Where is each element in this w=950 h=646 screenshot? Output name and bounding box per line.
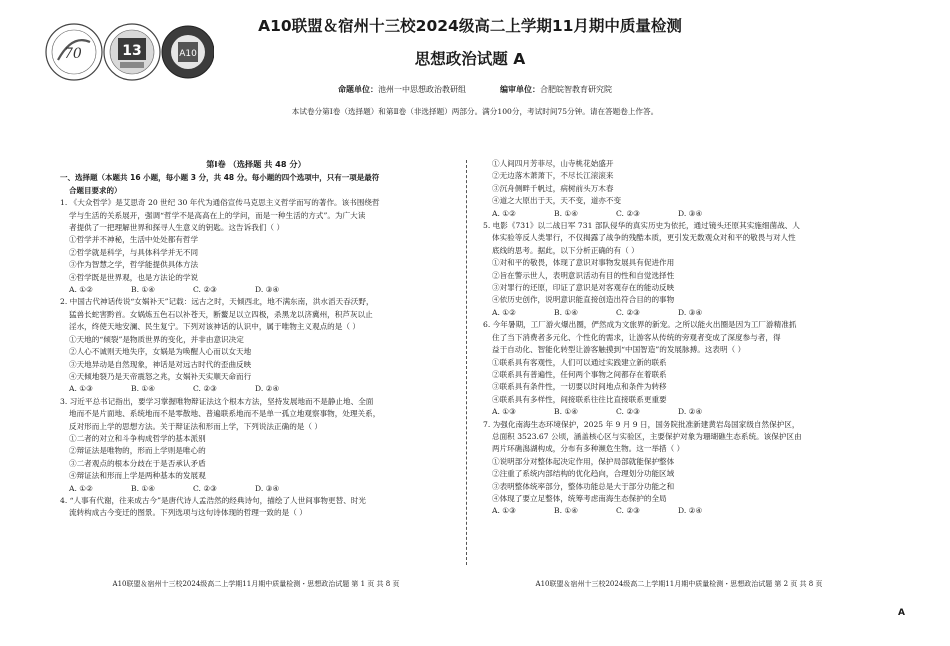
answer-option: A. ①② [69, 285, 93, 295]
question-line: ②辩证法是唯物的，形而上学则是唯心的 [69, 446, 206, 456]
footer-page-1: A10联盟＆宿州十三校2024级高二上学期11月期中质量检测・思想政治试题 第 1 页 共 8 页 [112, 580, 400, 588]
answer-options [60, 483, 452, 495]
question-line: ①人间四月芳菲尽，山寺桃花始盛开 [492, 159, 614, 168]
answer-options [60, 284, 452, 296]
question-line: ②无边落木萧萧下，不尽长江滚滚来 [492, 171, 614, 181]
proposition-value: 池州一中思想政治教研组 [378, 85, 466, 94]
question-line: ②联系具有普遍性，任何两个事物之间都存在着联系 [492, 369, 667, 379]
question-stem: 4. “人事有代谢，往来成古今”是唐代诗人孟浩然的经典诗句，描绘了人世间事物更替、时光 [60, 495, 366, 505]
author-units [0, 84, 950, 95]
answer-option: A. ①③ [69, 384, 93, 394]
question-line: ④依历史创作，说明意识能直接创造出符合目的的事物 [492, 295, 675, 305]
answer-option: B. ①④ [554, 407, 579, 417]
question-line: ②注重了系统内部结构的优化趋向，合理划分功能区域 [492, 469, 675, 479]
school-13-badge-icon [104, 24, 160, 80]
answer-option: D. ②④ [255, 384, 280, 394]
question-line: ④哲学既是世界观，也是方法论的学说 [69, 272, 199, 282]
question-line: ①天地的“倾裂”是物质世界的变化，并非由意识决定 [69, 334, 244, 344]
answer-options [60, 383, 452, 395]
answer-option: B. ①④ [554, 307, 579, 317]
answer-option: B. ①④ [131, 285, 156, 295]
right-column [483, 158, 875, 518]
answer-option: C. ②③ [193, 483, 217, 493]
question-line: ③表明整体统率部分，整体功能总是大于部分功能之和 [492, 481, 675, 491]
answer-option: C. ②③ [616, 506, 640, 516]
question-line: ②哲学就是科学，与具体科学并无不同 [69, 247, 199, 257]
answer-option: C. ②③ [616, 307, 640, 317]
question-line: 益于自动化、智能化转型让游客触摸到“中国智造”的发展脉搏。这表明（ ） [492, 345, 746, 355]
answer-option: D. ③④ [678, 307, 703, 317]
answer-option: C. ②③ [616, 208, 640, 218]
answer-options [483, 406, 875, 418]
answer-option: A. ①② [492, 307, 516, 317]
question-line: 反对形而上学的思想方法。关于辩证法和形而上学，下列说法正确的是（ ） [69, 421, 323, 431]
exam-title: A10联盟＆宿州十三校2024级高二上学期11月期中质量检测 [258, 17, 682, 35]
question-stem: 6. 今年暑期，工厂游火爆出圈，俨然成为文旅界的新宠。之所以能火出圈是因为工厂游精准抓 [483, 320, 797, 330]
question-line: ③联系具有条件性，一切要以时间地点和条件为转移 [492, 382, 667, 392]
question-stem: 5. 电影《731》以二战日军 731 部队侵华的真实历史为依托，通过镜头还原其实施细菌战、人 [483, 221, 800, 231]
question-line: ④体现了要立足整体，统筹考虑南海生态保护的全局 [492, 493, 667, 503]
answer-options [483, 208, 875, 220]
answer-options [483, 307, 875, 319]
question-line: ①对和平的敬畏，体现了意识对事物发展具有促进作用 [492, 258, 675, 268]
question-line: ③沉舟侧畔千帆过，病树前头万木春 [492, 183, 614, 193]
question-line: 体实验等反人类罪行，不仅揭露了战争的残酷本质，更引发无数观众对和平的敬畏与对人性 [492, 233, 796, 243]
question-line: ③天地异动是自然现象，神话是对远古时代的歪曲反映 [69, 359, 252, 369]
answer-option: A. ①② [69, 483, 93, 493]
question-line: ②旨在警示世人，表明意识活动有目的性和自觉选择性 [492, 270, 675, 280]
version-mark: A [898, 608, 905, 618]
question-line: 流转构成古今变迁的图景。下列选项与这句诗体现的哲理一致的是（ ） [69, 508, 307, 518]
question-line: 合题目要求的） [69, 185, 122, 195]
question-line: 住了当下消费者多元化、个性化的需求，让游客从传统的旁观者变成了深度参与者，得 [492, 332, 781, 342]
question-stem: 2. 中国古代神话传说“女娲补天”记载：远古之时，天倾西北，地不满东南，洪水滔天吞沃野， [60, 297, 374, 307]
question-line: ④道之大原出于天，天不变，道亦不变 [492, 196, 622, 206]
question-line: ④联系具有多样性，间接联系往往比直接联系更重要 [492, 394, 667, 404]
answer-options [483, 505, 875, 517]
left-column [60, 158, 452, 520]
question-line: ①说明部分对整体起决定作用，保护局部就能保护整体 [492, 456, 675, 466]
question-line: ①二者的对立和斗争构成哲学的基本派别 [69, 433, 206, 443]
answer-option: A. ①② [492, 208, 516, 218]
column-divider [466, 160, 467, 565]
question-stem: 1. 《大众哲学》是艾思奇 20 世纪 30 年代为通俗宣传马克思主义哲学而写的著作。该书围绕哲 [60, 198, 380, 208]
editor-value: 合肥皖智教育研究院 [540, 85, 612, 94]
question-line: ①哲学并不神秘，生活中处处都有哲学 [69, 235, 199, 245]
footer-page-2: A10联盟＆宿州十三校2024级高二上学期11月期中质量检测・思想政治试题 第 2 页 共 8 页 [535, 580, 823, 588]
svg-text:A10: A10 [179, 49, 197, 59]
education-seal-icon [162, 26, 214, 78]
alliance-seal-icon [46, 24, 102, 80]
question-line: ③二者观点的根本分歧在于是否承认矛盾 [69, 458, 206, 468]
question-line: ②人心不诚则天地失序，女娲是为唤醒人心而以女天地 [69, 347, 252, 357]
question-stem: 3. 习近平总书记指出，要学习掌握唯物辩证法这个根本方法，坚持发展地而不是静止地、全面 [60, 396, 374, 406]
question-line: 底线的思考。据此，以下分析正确的有（ ） [492, 245, 639, 255]
question-line: ③对罪行的还原，印证了意识是对客观存在的能动反映 [492, 283, 675, 293]
question-line: 两片环礁潟湖构成，分布有多种濒危生物。这一举措（ ） [492, 444, 685, 454]
question-line: 学与生活的关系展开，强调“哲学不是高高在上的学问，而是一种生活的方式”。为广大读 [69, 210, 366, 220]
question-line: ③作为智慧之学，哲学能提供具体方法 [69, 260, 199, 270]
answer-option: C. ②③ [193, 285, 217, 295]
answer-option: D. ③④ [678, 208, 703, 218]
question-line: 者提供了一把理解世界和探寻人生意义的钥匙。这告诉我们（ ） [69, 223, 285, 233]
answer-option: D. ②④ [678, 506, 703, 516]
question-line: 总面积 3523.67 公顷，涵盖核心区与实验区，主要保护对象为珊瑚礁生态系统。该保护区由 [492, 431, 802, 441]
answer-option: D. ③④ [255, 285, 280, 295]
question-line: ④天倾地裂乃是天帝震怒之兆，女娲补天实顺天命而行 [69, 371, 252, 381]
answer-option: B. ①④ [131, 483, 156, 493]
question-stem: 7. 为强化南海生态环境保护，2025 年 9 月 9 日，国务院批准新建黄岩岛国家级自然保护区， [483, 419, 800, 429]
section-heading: 第Ⅰ卷 （选择题 共 48 分） [206, 159, 306, 169]
answer-option: D. ②④ [678, 407, 703, 417]
svg-text:70: 70 [64, 46, 82, 62]
question-line: 地而不是片面地、系统地而不是零散地、普遍联系地而不是单一孤立地观察事物，处理关系， [69, 409, 381, 419]
answer-option: B. ①④ [554, 208, 579, 218]
question-line: ④辩证法和形而上学是两种基本的发展观 [69, 471, 206, 481]
answer-option: D. ③④ [255, 483, 280, 493]
subject-title: 思想政治试题 A [414, 50, 526, 68]
question-stem: 一、选择题（本题共 16 小题，每小题 3 分，共 48 分。每小题的四个选项中，只有一项是最符 [60, 173, 380, 183]
answer-option: C. ②③ [193, 384, 217, 394]
answer-option: B. ①④ [131, 384, 156, 394]
question-line: ①联系具有客观性，人们可以通过实践建立新的联系 [492, 357, 667, 367]
answer-option: A. ①③ [492, 506, 516, 516]
question-line: 淫水，终使天地安澜、民生复宁。下列对该神话的认识中，属于唯物主义观点的是（ ） [69, 322, 360, 332]
question-line: 猛兽长蛇害黔首。女娲炼五色石以补苍天，断鳌足以立四极，杀黑龙以济冀州，积芦灰以止 [69, 309, 373, 319]
answer-option: C. ②③ [616, 407, 640, 417]
exam-instructions: 本试卷分第Ⅰ卷（选择题）和第Ⅱ卷（非选择题）两部分。满分100分，考试时间75分钟。请在答题卷上作答。 [291, 107, 659, 116]
proposition-label: 命题单位： [338, 85, 378, 94]
answer-option: B. ①④ [554, 506, 579, 516]
editor-label: 编审单位： [500, 85, 540, 94]
answer-option: A. ①③ [492, 407, 516, 417]
svg-text:13: 13 [122, 43, 142, 59]
school-logos [44, 12, 214, 88]
